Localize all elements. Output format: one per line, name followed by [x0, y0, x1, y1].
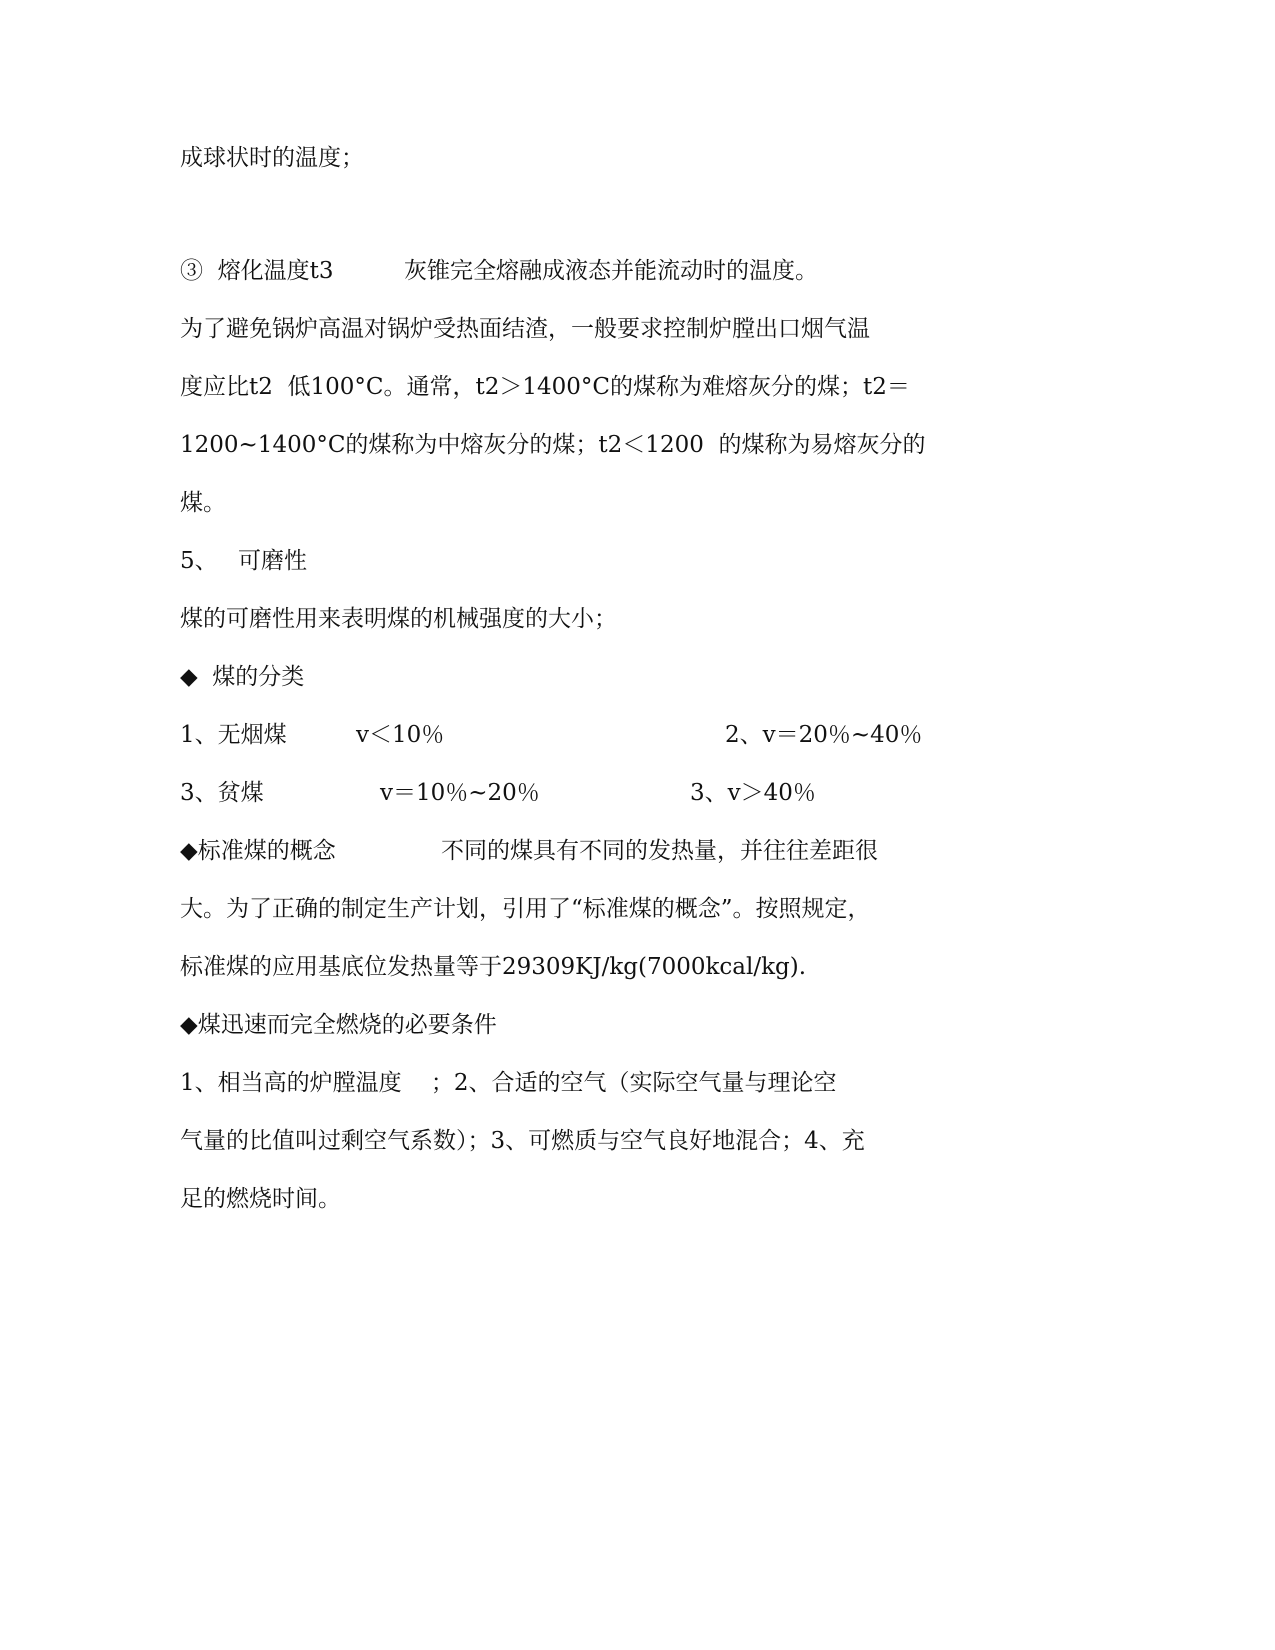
section-number: 5、: [180, 548, 218, 574]
text-line-17: 气量的比值叫过剩空气系数）；3、可燃质与空气良好地混合；4、充: [180, 1128, 865, 1154]
text-line-6: 煤。: [180, 490, 226, 516]
text-line-1: 成球状时的温度；: [180, 145, 364, 171]
text-line-14: 标准煤的应用基底位发热量等于29309KJ/kg(7000kcal/kg).: [180, 954, 807, 980]
text-line-2-label: ③ 熔化温度t3: [180, 258, 334, 284]
class-item-3-name: 3、贫煤: [180, 780, 264, 806]
bullet-heading-standard-coal: ◆标准煤的概念: [180, 838, 336, 864]
text-line-16: 1、相当高的炉膛温度 ；2、合适的空气（实际空气量与理论空: [180, 1070, 837, 1096]
class-item-4: 3、v＞40％: [690, 780, 816, 806]
class-item-1-name: 1、无烟煤: [180, 722, 287, 748]
text-line-4: 度应比t2 低100°C。通常，t2＞1400°C的煤称为难熔灰分的煤；t2＝: [180, 374, 910, 400]
bullet-heading-classification: ◆ 煤的分类: [180, 664, 305, 690]
text-line-8: 煤的可磨性用来表明煤的机械强度的大小；: [180, 606, 617, 632]
text-line-5: 1200~1400°C的煤称为中熔灰分的煤；t2＜1200 的煤称为易熔灰分的: [180, 432, 926, 458]
text-line-12: 不同的煤具有不同的发热量，并往往差距很: [441, 838, 878, 864]
class-item-1-value: v＜10％: [356, 722, 445, 748]
class-item-2: 2、v＝20％~40％: [725, 722, 923, 748]
text-line-2-desc: 灰锥完全熔融成液态并能流动时的温度。: [404, 258, 818, 284]
class-item-3-value: v＝10％~20％: [380, 780, 540, 806]
text-line-18: 足的燃烧时间。: [180, 1186, 341, 1212]
bullet-heading-combustion: ◆煤迅速而完全燃烧的必要条件: [180, 1012, 497, 1038]
section-heading: 可磨性: [238, 548, 307, 574]
text-line-13: 大。为了正确的制定生产计划，引用了“标准煤的概念”。按照规定，: [180, 896, 871, 922]
text-line-3: 为了避免锅炉高温对锅炉受热面结渣，一般要求控制炉膛出口烟气温: [180, 316, 870, 342]
